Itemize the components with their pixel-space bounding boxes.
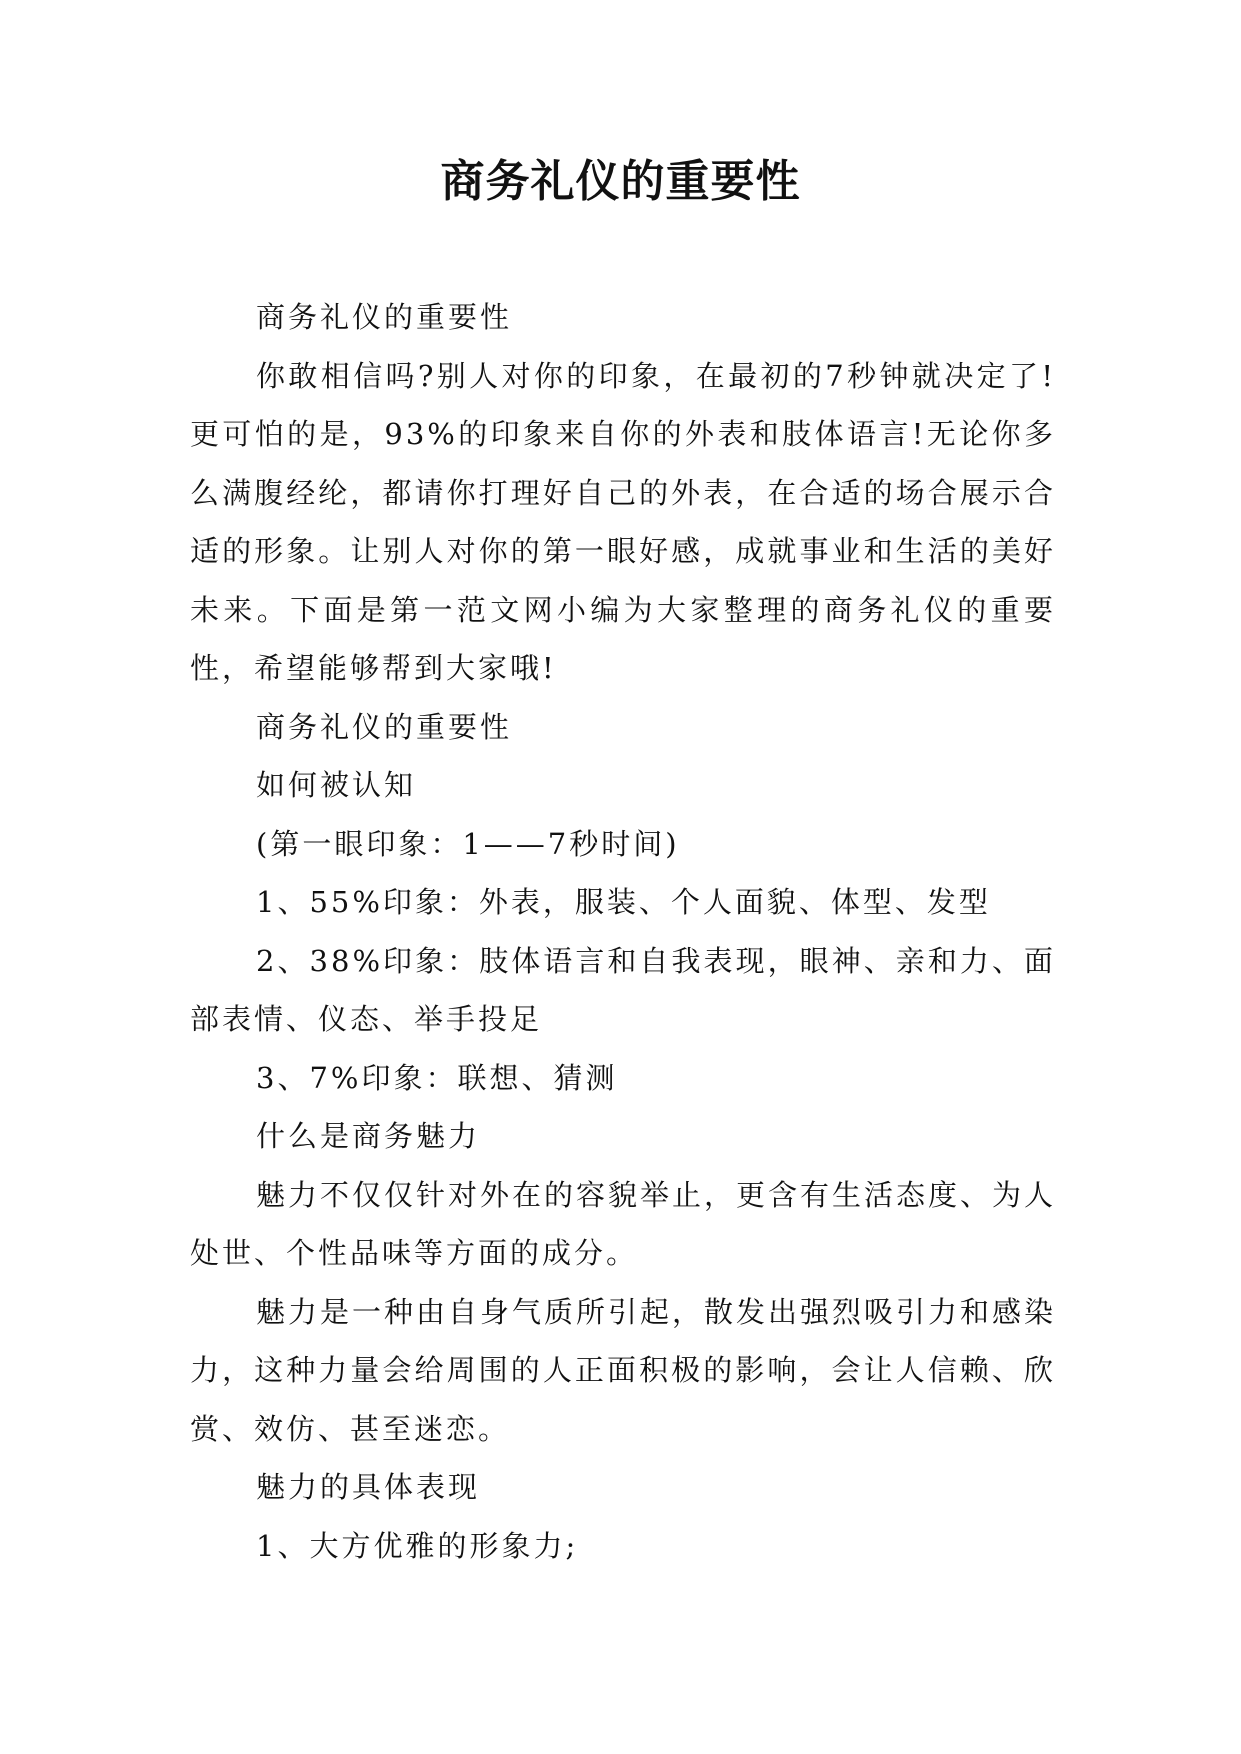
list-item-image-power: 1、大方优雅的形象力;	[256, 1528, 579, 1563]
list-item-appearance: 1、55%印象：外表，服装、个人面貌、体型、发型	[256, 885, 991, 919]
document-title: 商务礼仪的重要性	[440, 156, 801, 207]
document-body	[190, 288, 1056, 1575]
paragraph-intro: 你敢相信吗?别人对你的印象，在最初的7秒钟就决定了!更可怕的是，93%的印象来自你的外表和肢体语言!无论你多么满腹经纶，都请你打理好自己的外表，在合适的场合展示合适的形象。让别人对你的第一眼好感，成就事业和生活的美好未来。下面是第一范文网小编为大家整理的商务礼仪的重要性，希望能够帮到大家哦!	[190, 358, 1056, 685]
paragraph-charm-manifestation: 魅力的具体表现	[256, 1470, 481, 1504]
paragraph-charm-definition: 魅力不仅仅针对外在的容貌举止，更含有生活态度、为人处世、个性品味等方面的成分。	[190, 1177, 1057, 1270]
list-item-body-language: 2、38%印象：肢体语言和自我表现，眼神、亲和力、面部表情、仪态、举手投足	[190, 943, 1056, 1036]
paragraph-what-is-charm: 什么是商务魅力	[256, 1119, 481, 1153]
paragraph-first-impression: (第一眼印象：1——7秒时间)	[256, 826, 680, 861]
list-item-association: 3、7%印象：联想、猜测	[256, 1060, 618, 1095]
paragraph-subtitle: 商务礼仪的重要性	[256, 300, 513, 334]
paragraph-how-perceived: 如何被认知	[256, 768, 417, 802]
paragraph-section-heading: 商务礼仪的重要性	[256, 709, 513, 744]
paragraph-charm-influence: 魅力是一种由自身气质所引起，散发出强烈吸引力和感染力，这种力量会给周围的人正面积极的影响，会让人信赖、欣赏、效仿、甚至迷恋。	[190, 1294, 1057, 1446]
